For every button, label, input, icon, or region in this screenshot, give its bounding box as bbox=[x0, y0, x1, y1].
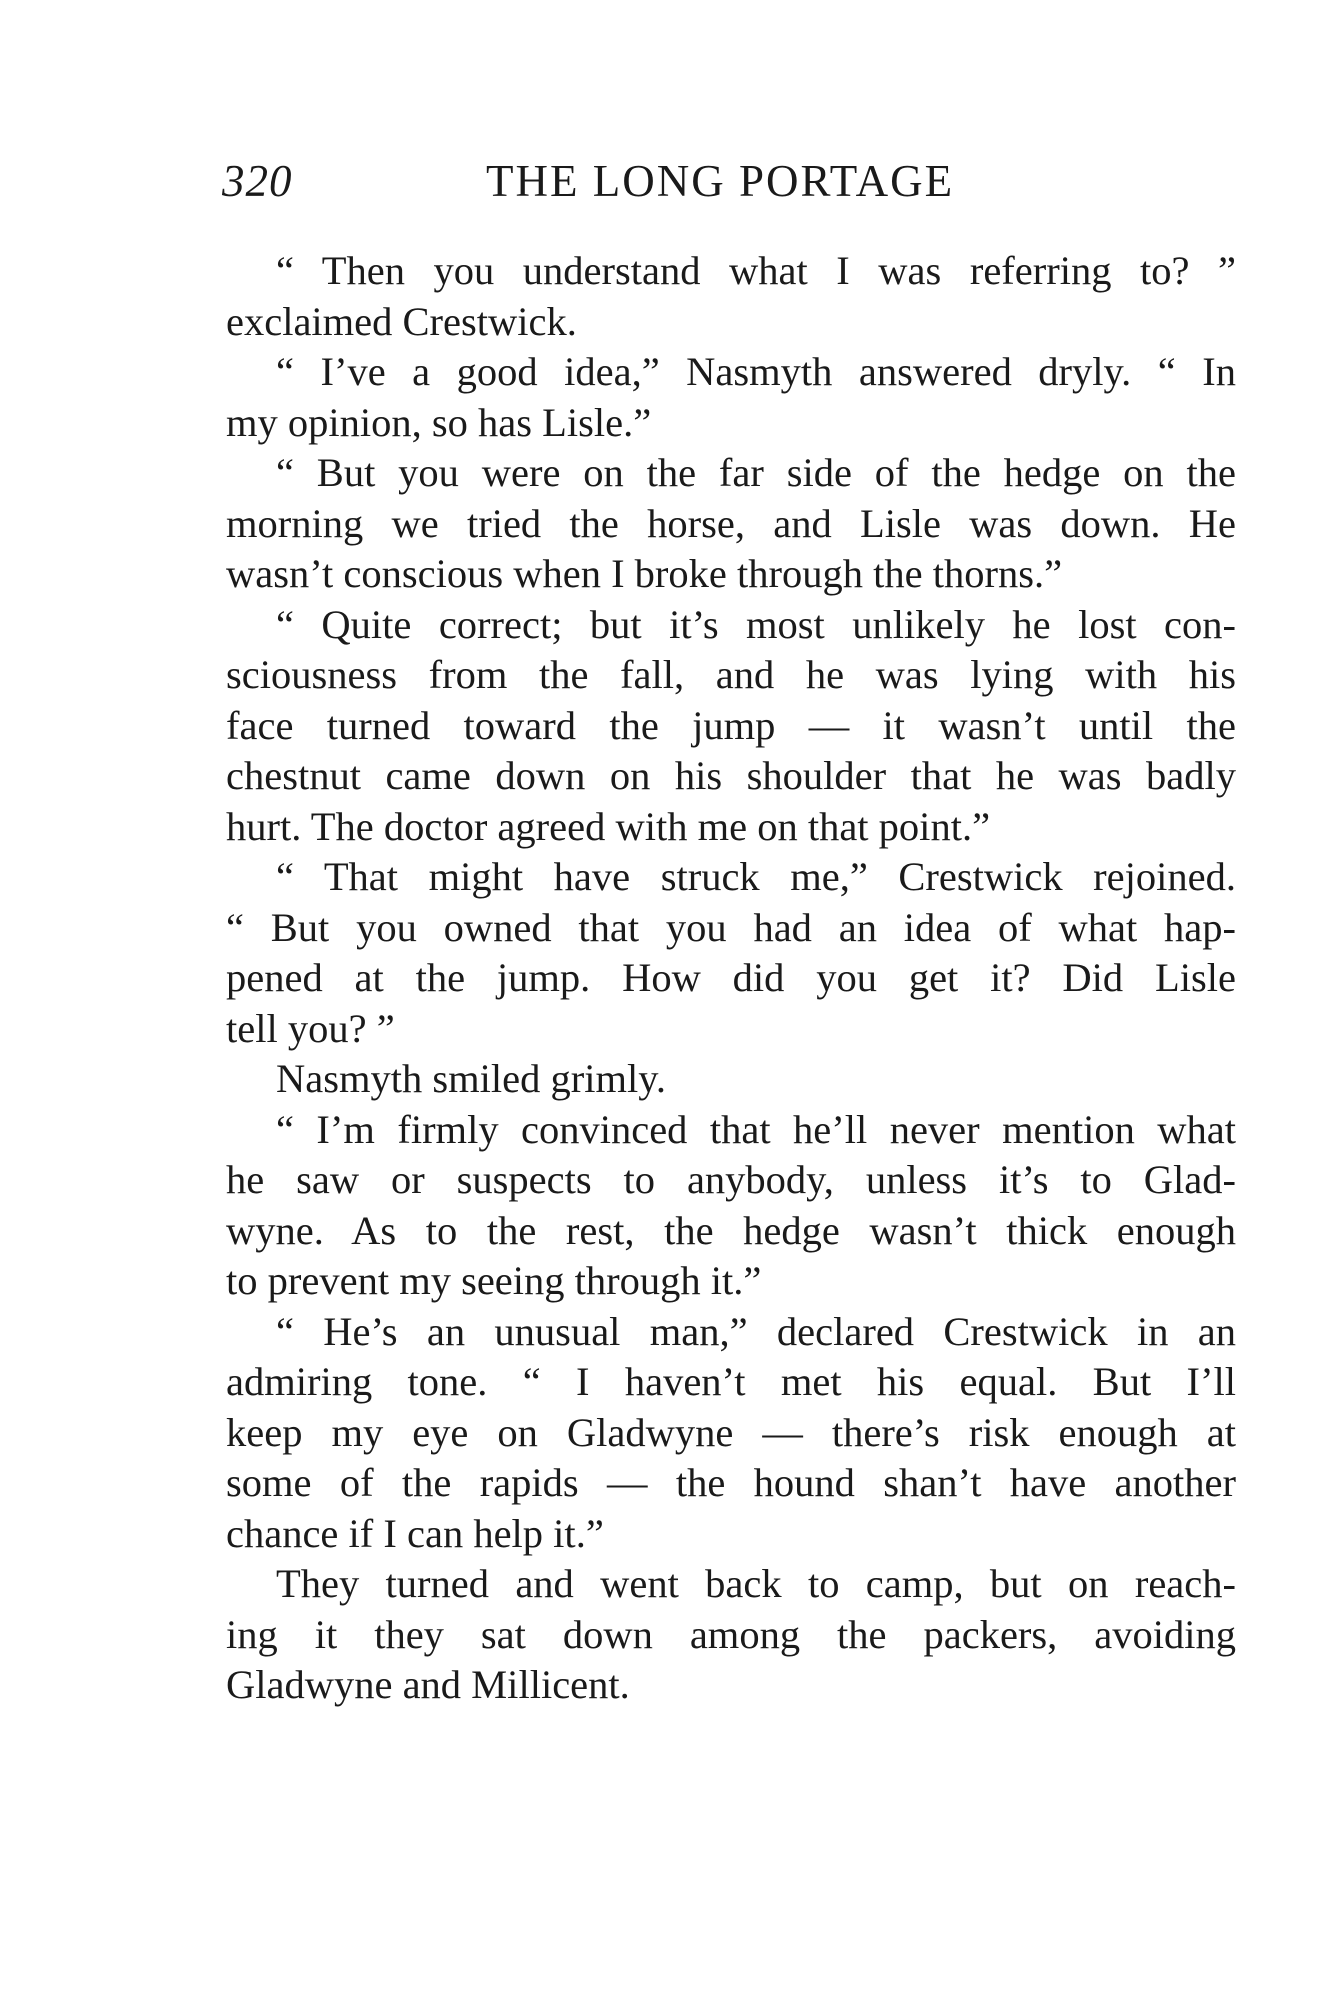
text-line: They turned and went back to camp, but on reach- bbox=[276, 1561, 1236, 1606]
page-number: 320 bbox=[222, 156, 293, 206]
body-text bbox=[226, 246, 1236, 1711]
text-line: hurt. The doctor agreed with me on that point.” bbox=[226, 803, 991, 849]
text-line: ing it they sat down among the packers, avoiding bbox=[226, 1611, 1236, 1657]
running-title: THE LONG PORTAGE bbox=[486, 156, 955, 206]
text-line: admiring tone. “ I haven’t met his equal. But I’ll bbox=[226, 1359, 1236, 1404]
text-line: exclaimed Crestwick. bbox=[226, 298, 577, 344]
text-line: some of the rapids — the hound shan’t have another bbox=[226, 1460, 1236, 1505]
text-line: morning we tried the horse, and Lisle was down. He bbox=[226, 500, 1236, 546]
text-line: wyne. As to the rest, the hedge wasn’t thick enough bbox=[226, 1207, 1236, 1253]
text-line: Gladwyne and Millicent. bbox=[226, 1662, 630, 1707]
text-line: “ He’s an unusual man,” declared Crestwick in an bbox=[276, 1308, 1236, 1354]
text-line: chance if I can help it.” bbox=[226, 1510, 604, 1556]
text-line: sciousness from the fall, and he was lying with his bbox=[226, 652, 1236, 697]
text-line: “ That might have struck me,” Crestwick rejoined. bbox=[276, 854, 1236, 899]
text-line: “ Then you understand what I was referring to? ” bbox=[276, 248, 1236, 293]
text-line: tell you? ” bbox=[226, 1005, 395, 1051]
text-line: my opinion, so has Lisle.” bbox=[226, 399, 652, 445]
text-line: Nasmyth smiled grimly. bbox=[276, 1056, 666, 1101]
running-head bbox=[222, 155, 1222, 215]
text-line: pened at the jump. How did you get it? Did Lisle bbox=[226, 955, 1236, 1000]
text-line: “ I’m firmly convinced that he’ll never mention what bbox=[276, 1106, 1236, 1152]
text-line: chestnut came down on his shoulder that he was badly bbox=[226, 753, 1236, 798]
text-line: “ But you owned that you had an idea of what hap- bbox=[226, 904, 1236, 950]
text-line: face turned toward the jump — it wasn’t until the bbox=[226, 702, 1236, 748]
text-line: “ I’ve a good idea,” Nasmyth answered dryly. “ In bbox=[276, 349, 1236, 394]
text-line: wasn’t conscious when I broke through the thorns.” bbox=[226, 551, 1063, 596]
text-line: to prevent my seeing through it.” bbox=[226, 1258, 762, 1303]
text-line: “ Quite correct; but it’s most unlikely he lost con- bbox=[276, 601, 1236, 647]
text-line: he saw or suspects to anybody, unless it’s to Glad- bbox=[226, 1157, 1236, 1202]
text-line: keep my eye on Gladwyne — there’s risk enough at bbox=[226, 1409, 1236, 1455]
text-line: “ But you were on the far side of the hedge on the bbox=[276, 450, 1236, 495]
